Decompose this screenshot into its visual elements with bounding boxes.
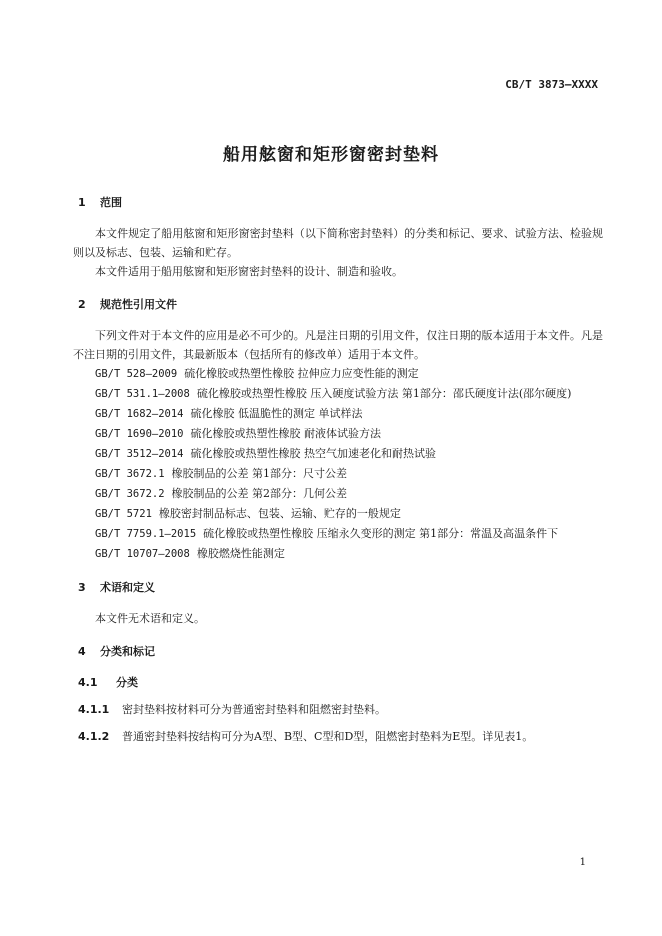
section-title: 分类和标记 <box>100 645 155 658</box>
reference-title: 硫化橡胶或热塑性橡胶 耐液体试验方法 <box>190 427 382 440</box>
paragraph: 本文件无术语和定义。 <box>95 612 205 625</box>
clause-text: 密封垫料按材料可分为普通密封垫料和阻燃密封垫料。 <box>122 703 386 716</box>
reference-title: 硫化橡胶或热塑性橡胶 拉伸应力应变性能的测定 <box>184 367 419 380</box>
document-body <box>73 193 603 746</box>
subsection-heading <box>73 673 603 692</box>
reference-item <box>73 504 603 524</box>
reference-title: 硫化橡胶 低温脆性的测定 单试样法 <box>190 407 363 420</box>
reference-title: 硫化橡胶或热塑性橡胶 压缩永久变形的测定 第1部分：常温及高温条件下 <box>203 527 559 540</box>
clause-number: 4.1.1 <box>78 703 110 716</box>
reference-title: 橡胶燃烧性能测定 <box>196 547 285 560</box>
section-title: 范围 <box>100 196 122 209</box>
section-heading-classification <box>73 642 603 661</box>
page-number: 1 <box>579 857 586 868</box>
reference-item <box>73 384 603 404</box>
section-heading-scope <box>73 193 603 212</box>
reference-title: 橡胶制品的公差 第2部分：几何公差 <box>171 487 348 500</box>
reference-code: GB/T 3672.1 <box>95 468 165 480</box>
clause-item <box>73 727 603 746</box>
reference-title: 橡胶密封制品标志、包装、运输、贮存的一般规定 <box>158 507 401 520</box>
reference-item <box>73 404 603 424</box>
reference-item <box>73 464 603 484</box>
reference-title: 硫化橡胶或热塑性橡胶 压入硬度试验方法 第1部分：邵氏硬度计法(邵尔硬度) <box>196 387 572 400</box>
reference-code: GB/T 3672.2 <box>95 488 165 500</box>
reference-item <box>73 444 603 464</box>
reference-code: GB/T 528—2009 <box>95 368 178 380</box>
section-heading-references <box>73 295 603 314</box>
reference-code: GB/T 7759.1—2015 <box>95 528 197 540</box>
clause-item <box>73 700 603 719</box>
reference-code: GB/T 1690—2010 <box>95 428 184 440</box>
clause-number: 4.1.2 <box>78 730 110 743</box>
reference-title: 橡胶制品的公差 第1部分：尺寸公差 <box>171 467 348 480</box>
reference-code: GB/T 5721 <box>95 508 152 520</box>
reference-title: 硫化橡胶或热塑性橡胶 热空气加速老化和耐热试验 <box>190 447 437 460</box>
reference-code: GB/T 10707—2008 <box>95 548 190 560</box>
reference-code: GB/T 3512—2014 <box>95 448 184 460</box>
reference-item <box>73 484 603 504</box>
subsection-title: 分类 <box>116 676 138 689</box>
paragraph: 本文件规定了船用舷窗和矩形窗密封垫料（以下简称密封垫料）的分类和标记、要求、试验方法、检验规则以及标志、包装、运输和贮存。 <box>73 227 603 259</box>
section-title: 规范性引用文件 <box>100 298 177 311</box>
section-title: 术语和定义 <box>100 581 155 594</box>
clause-text: 普通密封垫料按结构可分为A型、B型、C型和D型，阻燃密封垫料为E型。详见表1。 <box>122 730 534 743</box>
reference-item <box>73 364 603 384</box>
section-number: 1 <box>78 196 86 209</box>
section-heading-terms <box>73 578 603 597</box>
reference-item <box>73 424 603 444</box>
section-number: 3 <box>78 581 86 594</box>
paragraph: 下列文件对于本文件的应用是必不可少的。凡是注日期的引用文件，仅注日期的版本适用于本文件。凡是不注日期的引用文件，其最新版本（包括所有的修改单）适用于本文件。 <box>73 329 603 361</box>
subsection-number: 4.1 <box>78 676 98 689</box>
document-code: CB/T 3873—XXXX <box>505 78 598 91</box>
section-number: 4 <box>78 645 86 658</box>
document-title: 船用舷窗和矩形窗密封垫料 <box>223 145 439 165</box>
reference-code: GB/T 531.1—2008 <box>95 388 190 400</box>
section-number: 2 <box>78 298 86 311</box>
paragraph: 本文件适用于船用舷窗和矩形窗密封垫料的设计、制造和验收。 <box>95 265 403 278</box>
reference-item <box>73 524 603 544</box>
reference-code: GB/T 1682—2014 <box>95 408 184 420</box>
reference-item <box>73 544 603 564</box>
